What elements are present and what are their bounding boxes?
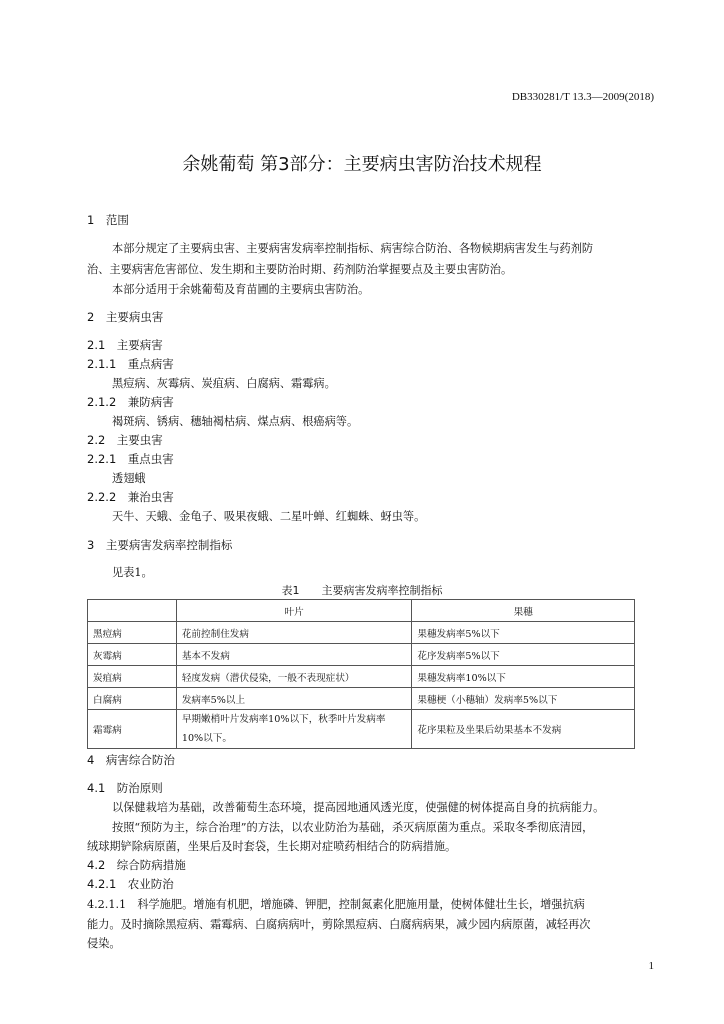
section-3-text: 见表1。 bbox=[112, 566, 153, 579]
disease-name: 炭疽病 bbox=[88, 666, 177, 688]
section-2-2-1-text: 透翅蛾 bbox=[112, 472, 146, 485]
fruit-index: 果穗发病率10%以下 bbox=[412, 666, 635, 688]
fruit-index: 果穗发病率5%以下 bbox=[412, 622, 635, 644]
fruit-index: 花序发病率5%以下 bbox=[412, 644, 635, 666]
section-2-1-1-heading: 2.1.1 重点病害 bbox=[87, 357, 174, 371]
table-row bbox=[88, 710, 635, 749]
section-2-2-2-text: 天牛、天蛾、金龟子、吸果夜蛾、二星叶蝉、红蜘蛛、蚜虫等。 bbox=[112, 510, 426, 523]
page-number: 1 bbox=[648, 960, 654, 972]
section-4-1-line-1: 以保健栽培为基础，改善葡萄生态环境，提高园地通风透光度，使强健的树体提高自身的抗病能力。 bbox=[112, 801, 605, 814]
section-2-2-heading: 2.2 主要虫害 bbox=[87, 433, 163, 447]
section-4-2-1-heading: 4.2.1 农业防治 bbox=[87, 877, 174, 891]
fruit-index: 花序果粒及坐果后幼果基本不发病 bbox=[412, 710, 635, 749]
disease-name: 霜霉病 bbox=[88, 710, 177, 749]
leaf-index: 发病率5%以上 bbox=[176, 688, 412, 710]
table-caption: 表1 主要病害发病率控制指标 bbox=[281, 584, 443, 597]
disease-name: 白腐病 bbox=[88, 688, 177, 710]
leaf-index: 基本不发病 bbox=[176, 644, 412, 666]
document-code: DB330281/T 13.3—2009(2018) bbox=[511, 91, 654, 103]
section-1-paragraph-2: 本部分适用于余姚葡萄及育苗圃的主要病虫害防治。 bbox=[112, 283, 370, 296]
section-1-heading: 1 范围 bbox=[87, 213, 129, 227]
leaf-index: 花前控制住发病 bbox=[176, 622, 412, 644]
section-4-1-line-3: 绒球期铲除病原菌，坐果后及时套袋，生长期对症喷药相结合的防病措施。 bbox=[87, 840, 457, 853]
table-row bbox=[88, 644, 635, 666]
leaf-index-line-2: 10%以下。 bbox=[181, 733, 232, 744]
table-header-row bbox=[88, 600, 635, 622]
section-2-1-1-text: 黑痘病、灰霉病、炭疽病、白腐病、霜霉病。 bbox=[112, 377, 336, 390]
disease-name: 灰霉病 bbox=[88, 644, 177, 666]
fruit-index: 果穗梗（小穗轴）发病率5%以下 bbox=[412, 688, 635, 710]
section-2-1-2-heading: 2.1.2 兼防病害 bbox=[87, 395, 174, 409]
table-header-empty bbox=[88, 600, 177, 622]
disease-control-table bbox=[87, 599, 635, 749]
section-4-heading: 4 病害综合防治 bbox=[87, 753, 175, 767]
disease-name: 黑痘病 bbox=[88, 622, 177, 644]
section-2-heading: 2 主要病虫害 bbox=[87, 310, 164, 324]
table-row bbox=[88, 688, 635, 710]
leaf-index bbox=[176, 710, 412, 749]
section-2-1-2-text: 褐斑病、锈病、穗轴褐枯病、煤点病、根癌病等。 bbox=[112, 415, 359, 428]
section-4-2-1-1-line-1: 4.2.1.1 科学施肥。增施有机肥，增施磷、钾肥，控制氮素化肥施用量，使树体健壮生长，增强抗病 bbox=[87, 898, 585, 911]
section-4-2-1-1-line-2: 能力。及时摘除黑痘病、霜霉病、白腐病病叶，剪除黑痘病、白腐病病果，减少园内病原菌，减轻再次 bbox=[87, 918, 591, 931]
section-2-2-2-heading: 2.2.2 兼治虫害 bbox=[87, 490, 174, 504]
section-4-2-1-1-line-3: 侵染。 bbox=[87, 937, 121, 950]
section-3-heading: 3 主要病害发病率控制指标 bbox=[87, 538, 233, 552]
section-1-paragraph-line-2: 治、主要病害危害部位、发生期和主要防治时期、药剂防治掌握要点及主要虫害防治。 bbox=[87, 263, 513, 276]
leaf-index: 轻度发病（潜伏侵染，一般不表现症状） bbox=[176, 666, 412, 688]
section-2-2-1-heading: 2.2.1 重点虫害 bbox=[87, 452, 174, 466]
table-row bbox=[88, 622, 635, 644]
table-header-fruit: 果穗 bbox=[412, 600, 635, 622]
table-row bbox=[88, 666, 635, 688]
section-4-1-heading: 4.1 防治原则 bbox=[87, 781, 163, 795]
table-header-leaf: 叶片 bbox=[176, 600, 412, 622]
section-4-1-line-2: 按照“预防为主，综合治理”的方法，以农业防治为基础，杀灭病原菌为重点。采取冬季彻底清园， bbox=[112, 821, 594, 834]
section-1-paragraph-line-1: 本部分规定了主要病虫害、主要病害发病率控制指标、病害综合防治、各物候期病害发生与药剂防 bbox=[112, 242, 594, 255]
section-2-1-heading: 2.1 主要病害 bbox=[87, 338, 163, 352]
page-title: 余姚葡萄 第3部分：主要病虫害防治技术规程 bbox=[182, 154, 542, 175]
section-4-2-heading: 4.2 综合防病措施 bbox=[87, 858, 186, 872]
leaf-index-line-1: 早期嫩梢叶片发病率10%以下，秋季叶片发病率 bbox=[181, 714, 386, 725]
